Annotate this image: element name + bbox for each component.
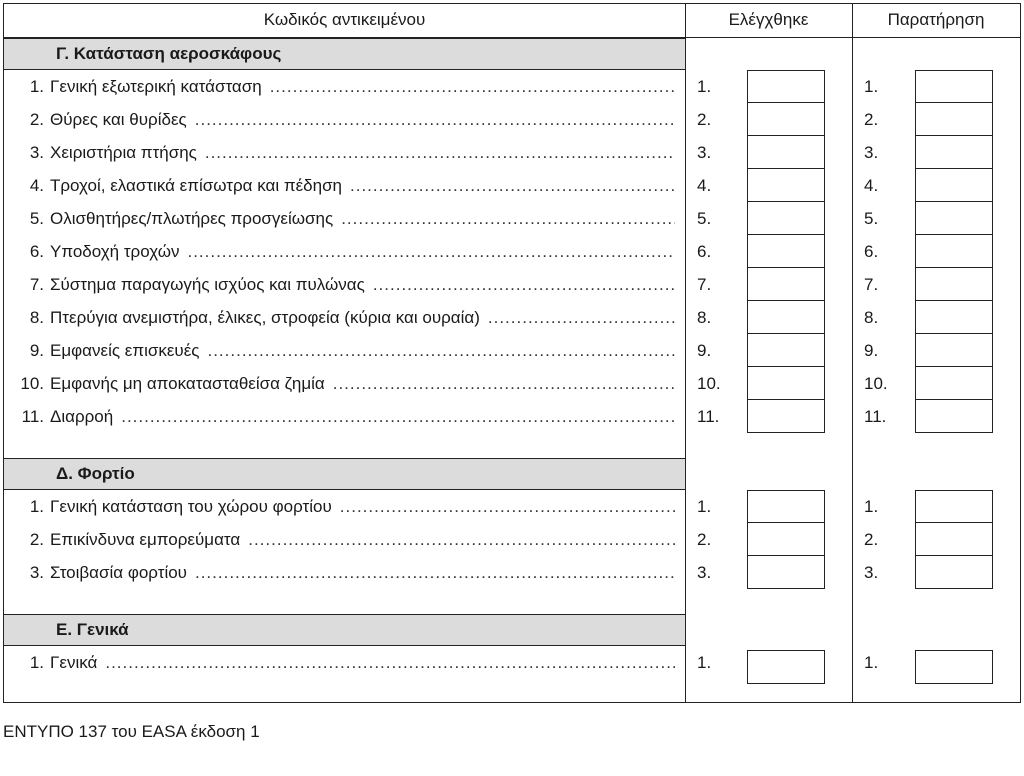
row-label-wrap — [50, 523, 675, 556]
row-number: 11. — [21, 407, 44, 426]
checked-number: 2. — [697, 110, 712, 129]
row-number: 8. — [29, 308, 44, 327]
header-checked: Ελέγχθηκε — [728, 10, 809, 29]
checklist-row — [4, 103, 685, 136]
checked-number: 3. — [697, 143, 712, 162]
checklist-row — [4, 268, 685, 301]
row-label: Γενικά — [50, 653, 98, 672]
leader-dots — [207, 334, 675, 367]
form-footer: ΕΝΤΥΠΟ 137 του EASA έκδοση 1 — [3, 722, 260, 741]
remark-number: 8. — [864, 308, 879, 327]
row-label-wrap — [50, 400, 675, 433]
checked-box[interactable] — [747, 202, 825, 235]
row-label: Θύρες και θυρίδες — [50, 110, 187, 129]
row-number: 4. — [29, 176, 44, 195]
remark-box[interactable] — [915, 235, 993, 268]
row-label-wrap — [50, 136, 675, 169]
remark-box[interactable] — [915, 136, 993, 169]
checklist-row — [4, 556, 685, 589]
section-title: Δ. Φορτίο — [56, 464, 135, 483]
row-label-wrap — [50, 235, 675, 268]
row-label: Εμφανείς επισκευές — [50, 341, 200, 360]
checklist-row — [4, 70, 685, 103]
row-label-wrap — [50, 202, 675, 235]
row-label: Τροχοί, ελαστικά επίσωτρα και πέδηση — [50, 176, 343, 195]
checked-number: 10. — [697, 374, 721, 393]
row-label-wrap — [50, 334, 675, 367]
row-label: Γενική κατάσταση του χώρου φορτίου — [50, 497, 332, 516]
row-label: Σύστημα παραγωγής ισχύος και πυλώνας — [50, 275, 365, 294]
section-header — [4, 458, 685, 490]
leader-dots — [333, 367, 675, 400]
remark-box[interactable] — [915, 490, 993, 523]
checklist-row — [4, 301, 685, 334]
section-header — [4, 614, 685, 646]
leader-dots — [121, 400, 675, 433]
checked-box[interactable] — [747, 490, 825, 523]
leader-dots — [248, 523, 675, 556]
remark-box[interactable] — [915, 301, 993, 334]
remark-box[interactable] — [915, 367, 993, 400]
row-label-wrap — [50, 169, 675, 202]
row-label: Στοιβασία φορτίου — [50, 563, 187, 582]
remark-number: 10. — [864, 374, 888, 393]
row-number: 3. — [29, 563, 44, 582]
row-number: 1. — [29, 497, 44, 516]
remark-number: 5. — [864, 209, 879, 228]
column-divider — [685, 4, 686, 702]
leader-dots — [488, 301, 675, 334]
remark-number: 9. — [864, 341, 879, 360]
leader-dots — [270, 70, 675, 103]
remark-number: 2. — [864, 530, 879, 549]
remark-box[interactable] — [915, 523, 993, 556]
checked-box[interactable] — [747, 523, 825, 556]
checked-number: 1. — [697, 653, 712, 672]
row-number: 2. — [29, 110, 44, 129]
remark-number: 11. — [864, 407, 887, 426]
leader-dots — [350, 169, 675, 202]
header-item-code: Κωδικός αντικειμένου — [263, 10, 426, 29]
checklist-row — [4, 400, 685, 433]
checklist-row — [4, 169, 685, 202]
row-label-wrap — [50, 556, 675, 589]
checked-number: 4. — [697, 176, 712, 195]
checklist-row — [4, 490, 685, 523]
checklist-row — [4, 136, 685, 169]
remark-number: 4. — [864, 176, 879, 195]
section-title: Γ. Κατάσταση αεροσκάφους — [56, 44, 282, 63]
leader-dots — [105, 646, 675, 679]
checked-box[interactable] — [747, 650, 825, 684]
row-number: 3. — [29, 143, 44, 162]
remark-box[interactable] — [915, 70, 993, 103]
remark-box[interactable] — [915, 268, 993, 301]
leader-dots — [340, 490, 675, 523]
checklist-row — [4, 646, 685, 679]
leader-dots — [187, 235, 675, 268]
remark-number: 6. — [864, 242, 879, 261]
checklist-row — [4, 235, 685, 268]
row-label: Υποδοχή τροχών — [50, 242, 180, 261]
remark-box[interactable] — [915, 334, 993, 367]
row-label-wrap — [50, 646, 675, 679]
leader-dots — [341, 202, 675, 235]
row-number: 10. — [20, 374, 44, 393]
checked-box[interactable] — [747, 268, 825, 301]
row-label-wrap — [50, 301, 675, 334]
checked-box[interactable] — [747, 367, 825, 400]
row-label: Γενική εξωτερική κατάσταση — [50, 77, 262, 96]
checked-box[interactable] — [747, 235, 825, 268]
remark-box[interactable] — [915, 169, 993, 202]
checked-number: 9. — [697, 341, 712, 360]
checked-box[interactable] — [747, 400, 825, 433]
checked-box[interactable] — [747, 169, 825, 202]
row-label-wrap — [50, 268, 675, 301]
remark-number: 3. — [864, 563, 879, 582]
remark-number: 3. — [864, 143, 879, 162]
checklist-row — [4, 523, 685, 556]
checked-box[interactable] — [747, 301, 825, 334]
remark-box[interactable] — [915, 650, 993, 684]
checked-box[interactable] — [747, 70, 825, 103]
checked-box[interactable] — [747, 556, 825, 589]
checked-number: 6. — [697, 242, 712, 261]
checked-number: 11. — [697, 407, 720, 426]
row-number: 7. — [29, 275, 44, 294]
leader-dots — [195, 556, 675, 589]
checked-number: 3. — [697, 563, 712, 582]
remark-box[interactable] — [915, 556, 993, 589]
row-number: 2. — [29, 530, 44, 549]
header-remark: Παρατήρηση — [887, 10, 985, 29]
checklist-row — [4, 367, 685, 400]
row-number: 1. — [29, 653, 44, 672]
row-label: Εμφανής μη αποκατασταθείσα ζημία — [50, 374, 325, 393]
checked-number: 1. — [697, 77, 712, 96]
section-title: Ε. Γενικά — [56, 620, 129, 639]
row-label-wrap — [50, 70, 675, 103]
checked-number: 7. — [697, 275, 712, 294]
remark-number: 1. — [864, 497, 879, 516]
checklist-row — [4, 334, 685, 367]
checklist-row — [4, 202, 685, 235]
remark-number: 2. — [864, 110, 879, 129]
column-divider — [852, 4, 853, 702]
row-label: Πτερύγια ανεμιστήρα, έλικες, στροφεία (κύρια και ουραία) — [50, 308, 480, 327]
inspection-form — [3, 3, 1021, 703]
checked-number: 8. — [697, 308, 712, 327]
row-label-wrap — [50, 367, 675, 400]
checked-number: 5. — [697, 209, 712, 228]
row-label: Ολισθητήρες/πλωτήρες προσγείωσης — [50, 209, 334, 228]
leader-dots — [205, 136, 675, 169]
row-label: Διαρροή — [50, 407, 114, 426]
remark-box[interactable] — [915, 400, 993, 433]
row-label: Χειριστήρια πτήσης — [50, 143, 197, 162]
row-number: 5. — [29, 209, 44, 228]
checked-number: 2. — [697, 530, 712, 549]
row-number: 1. — [29, 77, 44, 96]
remark-number: 1. — [864, 653, 879, 672]
remark-number: 1. — [864, 77, 879, 96]
checked-box[interactable] — [747, 136, 825, 169]
remark-box[interactable] — [915, 103, 993, 136]
section-header — [4, 38, 685, 70]
remark-box[interactable] — [915, 202, 993, 235]
leader-dots — [195, 103, 675, 136]
row-label: Επικίνδυνα εμπορεύματα — [50, 530, 241, 549]
remark-number: 7. — [864, 275, 879, 294]
checked-number: 1. — [697, 497, 712, 516]
row-number: 6. — [29, 242, 44, 261]
row-label-wrap — [50, 490, 675, 523]
row-number: 9. — [29, 341, 44, 360]
checked-box[interactable] — [747, 103, 825, 136]
leader-dots — [373, 268, 675, 301]
checked-box[interactable] — [747, 334, 825, 367]
row-label-wrap — [50, 103, 675, 136]
